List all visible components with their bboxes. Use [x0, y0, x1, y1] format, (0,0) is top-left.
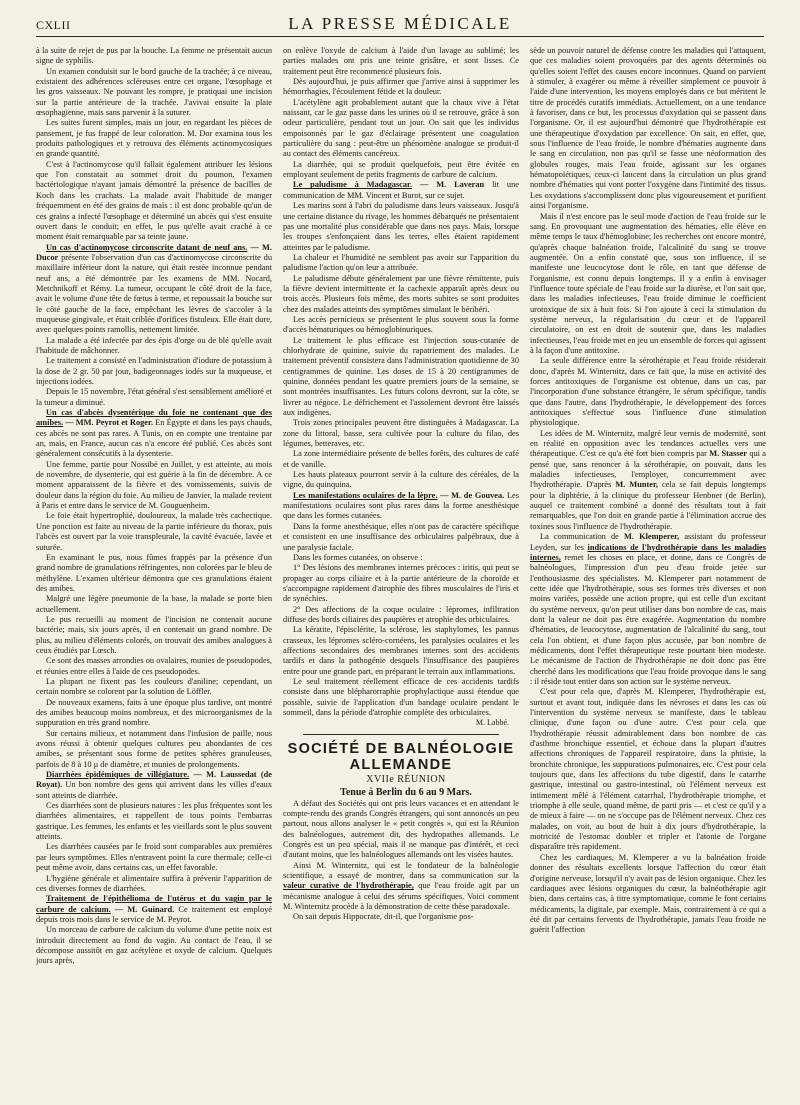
section-paragraph: [36, 243, 272, 336]
journal-title: LA PRESSE MÉDICALE: [288, 14, 512, 33]
text-run: cela se fait depuis longtemps pour la diphtérie, à la clinique du professeur Henbner (de Berlin), auquel ce traitement combiné a donné des résultats tout à fait remarquables, que l'on doit en grande partie à l'élimination accrue des toxines sous l'influence de l'hydrothérapie.: [530, 480, 766, 531]
paragraph: [530, 532, 766, 687]
paragraph: En examinant le pus, nous fûmes frappés par la présence d'un grand nombre de granulations réfringentes, non colorées par le bleu de méthylène. L'examen ultérieur démontra que ces granulations étaient des amibes.: [36, 552, 272, 593]
paragraph: On sait depuis Hippocrate, dit-il, que l'organisme pos-: [293, 912, 474, 922]
column-2: [283, 46, 519, 1096]
paragraph: [283, 861, 519, 913]
section-paragraph: [36, 894, 272, 925]
text-run: Les idées de M. Winternitz, malgré leur vernis de modernité, sont en réalité en opposition avec les tendances actuelles vers une thérapeutique. C'est ce qu'a été fort bien compris par: [530, 428, 766, 459]
text-run: assistant du professeur Leyden, sur les: [530, 532, 766, 552]
paragraph: A défaut des Sociétés qui ont pris leurs vacances et en attendant le compte-rendu des grands Congrès étrangers, qui sont annoncés un peu partout, nous allons analyser le « petit congrès », qui est la Réunion des balnéologues, autrement dit, des hydropathes allemands. Le Congrès est un peu spécial, mais il ne manque pas d'intérêt, et ceci d'autant moins, que les balnéologues allemands ont les visées hautes.: [283, 798, 519, 860]
paragraph: Les marins sont à l'abri du paludisme dans leurs vaisseaux. Jusqu'à une certaine distance du rivage, les hommes débarqués ne présentaient pas une mortalité plus considérable que dans nos pays. Mais, lorsque les troupes s'enfonçaient dans les terres, elles étaient rapidement atteintes par le paludisme.: [283, 201, 519, 252]
section-text: En Égypte et dans les pays chauds, ces abcès ne sont pas rares. A Tunis, on en compte une trentaine par an, mais, en France, aucun cas n'a encore été publié. Ces abcès sont généralement consécutifs à la dysenterie.: [36, 418, 272, 459]
text-run: que l'eau froide agit par un mécanisme analogue à celui des sérums spécifiques. Voici comment M. Winternitz procède à la démonstration de cette thèse paradoxale.: [283, 881, 519, 912]
paragraph: Mais il n'est encore pas le seul mode d'action de l'eau froide sur le sang. En provoquant une augmentation des hématies, elle élève en même temps le taux d'hémoglobine; les recherches ont encore montré, qu'après chaque balnéation froide, l'alcalinité du sang se trouve augmentée. On a enfin constaté que, sous son influence, il se manifeste une leucocytose dont le rôle, en tant que défense de l'organisme, est connu depuis longtemps. Il y a enfin à envisager l'influence toute spéciale de l'eau froide sur la diurèse, et l'on sait que, dans les maladies infectieuses, l'eau froide diminue le coefficient urotoxique de six à huit fois. Si l'on ajoute à ceci la stimulation du système nerveux, la régularisation du cœur et de l'appareil circulatoire, on est en droit de soutenir que, dans les maladies infectieuses, l'eau froide met en jeu un ensemble de forces qui agissent à la façon d'une antitoxine.: [530, 211, 766, 355]
paragraph: à la suite de rejet de pus par la bouche. La femme ne présentait aucun signe de syphilis.: [36, 46, 272, 66]
author: — M. Guinard.: [114, 904, 175, 914]
paragraph: sède un pouvoir naturel de défense contre les maladies qui l'attaquent, que ces maladies soient provoquées par des agents déterminés ou qu'elles soient l'effet des causes encore inconnues. Quand on parvient à stimuler, à exagérer ou même à réveiller simplement ce pouvoir à l'aide d'une intervention, les moyens employés dans ce but méritent le titre de procédés curatifs immédiats. Actuellement, on a une tendance à favoriser, dans ce but, les processus d'oxydation qui se passent dans l'organisme. Or, il est aujourd'hui démontré que l'hydrothérapie est une thérapeutique d'oxydation par excellence. On sait, en effet, que, sous l'influence de l'eau froide, le nombre d'hématies augmente dans le sang en circulation, non pas qu'il se fasse une néoformation des globules rouges, mais l'eau froide, agissant sur les organes hématopoïétiques, ceux-ci lancent dans la circulation un plus grand nombre d'hématies qui vont porter l'oxygène dans l'intimité des tissus. Les oxydations s'accomplissent donc plus vigoureusement et purifient ainsi l'organisme.: [530, 46, 766, 211]
text-run: qui a pensé que, sans renoncer à la sérothérapie, on pouvait, dans les maladies infectieuses, l'employer, concurremment avec l'hydrothérapie. D'après: [530, 449, 766, 490]
section-paragraph: [36, 408, 272, 460]
paragraph: Malgré une légère pneumonie de la base, la malade se porte bien actuellement.: [36, 594, 272, 614]
paragraph: Trois zones principales peuvent être distinguées à Madagascar. La zone du littoral, basse, sera cultivée pour la culture du filao, des légumes, betteraves, etc.: [283, 418, 519, 449]
section-text: Les manifestations oculaires sont plus rares dans la forme anesthésique que dans les formes cutanées.: [283, 490, 519, 521]
topic-emphasis: indications de l'hydrothérapie dans les maladies internes,: [530, 542, 766, 562]
paragraph: L'hygiène générale et alimentaire suffira à prévenir l'apparition de ces diverses formes de diarrhées.: [36, 873, 272, 893]
paragraph: Ces diarrhées sont de plusieurs natures : les plus fréquentes sont les diarrhées alimentaires, et rappellent de tous points l'embarras gastrique. Les femmes, les enfants et les vieillards sont le plus souvent atteints.: [36, 801, 272, 842]
paragraph: Un morceau de carbure de calcium du volume d'une petite noix est introduit directement au fond du vagin. Au contact de l'eau, il se décompose aussitôt en gaz acétylène et oxyde de calcium. Quelques jours après,: [36, 925, 272, 966]
page-number: CXLII: [36, 18, 71, 32]
paragraph: L'acétylène agit probablement autant que la chaux vive à l'état naissant, car le gaz passe dans les urines où il se retrouve, grâce à son odeur particulière, pendant tout un jour. On sait que les individus empoisonnés par le gaz d'éclairage présentent une coagulation particulière du sang : peut-être un phénomène analogue se produit-il au contact des éléments cancéreux.: [283, 97, 519, 159]
paragraph: Les accès pernicieux se présentent le plus souvent sous la forme d'accès hématuriques ou hémoglobinuriques.: [283, 314, 519, 335]
paragraph: on enlève l'oxyde de calcium à l'aide d'un lavage au sublimé; les parties malades ont pris une teinte grisâtre, et sont lisses. Ce traitement peut être recommencé plusieurs fois.: [283, 46, 519, 76]
text-run: La communication de: [540, 532, 619, 542]
column-3: [530, 46, 766, 1096]
paragraph: C'est pour cela que, d'après M. Klemperer, l'hydrothérapie est, surtout et avant tout, indiquée dans les névroses et dans les cas où l'intervention du système nerveux se manifeste, dans le tableau clinique, d'une façon ou d'une autre. C'est pour cela que l'hydrothérapie réussit admirablement dans bon nombre de cas d'asthme bronchique essentiel, et échoue dans la plupart d'autres affections chroniques de l'appareil respiratoire, dans la phtisie, la bronchite chronique, les suppurations pulmonaires, etc. C'est pour cela toujours que, dans les affections du tube digestif, dans le catarrhe gastrique, intestinal ou gastro-intestinal, où l'élément nerveux est intimement mêlé à l'élément catarrhal, l'hydrothérapie triomphe, et triomphe à elle seule, quand même, de parti pris — et c'est ce qu'il y a de mieux à faire — on ne s'occupe pas de l'élément nerveux. Chez ces malades, on voit, au bout de huit à dix jours d'hydrothérapie, la motricité de l'estomac doubler et tripler et l'atonie de l'organe disparaître très rapidement.: [530, 687, 766, 852]
section-paragraph: [283, 491, 519, 522]
paragraph: 2° Des affections de la coque oculaire : lépromes, infiltration diffuse des bords ciliaires des paupières et atrophie des orbiculaires.: [283, 604, 519, 624]
paragraph: Les hauts plateaux pourront servir à la culture des céréales, de la vigne, du quinquina.: [283, 470, 519, 490]
paragraph: Les suites furent simples, mais un jour, en regardant les pièces de pansement, je fus frappé de leur coloration. M. Dor examina tous les produits pathologiques et y retrouva des éléments actinomycosiques en grande quantité.: [36, 118, 272, 159]
section-text: lit une communication de MM. Vincent et Burot, sur ce sujet.: [283, 180, 519, 200]
text-run: remet les choses en place, et donne, dans ce Congrès de balnéologues, l'impression d'un peu d'eau froide jetée sur l'enthousiasme des spécialistes. M. Klemperer part notamment de cette idée que l'hydrothérapie, sous ses formes très diverses et non moins variées, possède une action propre, qui est celle d'un excitant du système nerveux, qu'on peut utiliser dans bon nombre de cas, mais dont la valeur ne doit pas être exagérée. Augmentation du nombre d'hématies, de leucocytose, augmentation de l'alcalinité du sang, tout cela l'on obtient, et d'une façon plus accusée, par bon nombre de médicaments, dont l'effet thérapeutique reste pourtant bien modeste. Le mécanisme de l'action de l'hydrothérapie ne doit donc pas être cherché dans les modifications que l'eau froide provoque dans le sang : il réside tout entier dans son action sur le système nerveux.: [530, 552, 766, 686]
section-heading: Diarrhées épidémiques de villégiature.: [46, 770, 190, 780]
paragraph: La zone intermédiaire présente de belles forêts, des cultures de café et de vanille.: [283, 449, 519, 469]
text-run: Ainsi M. Winternitz, qui est le fondateur de la balnéologie scientifique, a essayé de montrer, dans sa communication sur la: [283, 860, 519, 881]
section-divider: [303, 734, 499, 735]
paragraph: La kératite, l'épisclérite, la sclérose, les staphylomes, les pannus crasseux, les lépromes scléro-cornéens, les paralysies oculaires et les affections secondaires des membranes internes sont des accidents tardifs et dans la pathogénie desquels l'insuffisance des paupières entre pour une grande part, en préparant le terrain aux inflammations.: [283, 625, 519, 676]
paragraph: C'est à l'actinomycose qu'il fallait également attribuer les lésions que l'on constatait au sommet droit du poumon, l'examen bactériologique n'ayant jamais démontré la présence de bacilles de Koch dans les crachats. La malade avait l'habitude de manger fréquemment en été des grains de maïs : il est donc probable qu'un de ces grains a infecté l'œsophage et déterminé un abcès qui s'est ensuite ouvert dans le conduit; en effet, le pus qu'elle avait craché à ce moment était remarquable par sa teinte jaune.: [36, 159, 272, 242]
paragraph: Sur certains milieux, et notamment dans l'infusion de paille, nous avons réussi à obtenir quelques cultures peu abondantes de ces amibes, se présentant sous forme de petites sphères granuleuses, parfois de 8 à 10 μ de diamètre, et munies de prolongements.: [36, 728, 272, 769]
section-heading: Un cas d'abcès dysentérique du foie ne contenant que des amibes.: [36, 408, 272, 428]
section-heading: Les manifestations oculaires de la lèpre.: [293, 490, 438, 500]
paragraph: Chez les cardiaques, M. Klemperer a vu la balnéation froide donner des résultats excellents lorsque l'affection du cœur était d'origine nerveuse, lorsqu'il n'y avait pas de lésion organique. Chez les cardiaques avec lésions organiques du cœur, la balnéothérapie agit bien, dans certains cas, à titre symptomatique, comme le font certains médicaments, la digitale, par exemple. Mais, contrairement à ce qui a été dit par certains fervents de l'hydrothérapie, jamais l'eau froide ne guérit l'affection: [530, 852, 766, 935]
paragraph: La seule différence entre la sérothérapie et l'eau froide résiderait donc, d'après M. Winternitz, dans ce fait que, la mise en activité des forces antitoxiques de l'organisme est obtenue, dans un cas, par l'incorporation d'une substance étrangère, le sérum spécifique, tandis que dans l'autre, dans l'hydrothérapie, le développement des forces antitoxiques s'effectue sous l'influence d'une stimulation physiologique.: [530, 356, 766, 428]
section-paragraph: [283, 180, 519, 201]
paragraph: La chaleur et l'humidité ne semblent pas avoir sur l'apparition du paludisme l'action qu'on leur a attribuée.: [283, 252, 519, 273]
society-title: SOCIÉTÉ DE BALNÉOLOGIE ALLEMANDE: [287, 740, 515, 773]
paragraph: Dans la forme anesthésique, elles n'ont pas de caractère spécifique et consistent en une insuffisance des orbiculaires palpébraux, due à une paralysie faciale.: [283, 521, 519, 552]
section-heading: Un cas d'actinomycose circonscrite datant de neuf ans.: [46, 242, 248, 252]
section-text: présente l'observation d'un cas d'actinomycose circonscrite du maxillaire inférieur dont la nature, qui était restée inconnue pendant neuf ans, a été démontrée par les examens de MM. Nocard, Metchnikoff et Rémy. La tumeur, occupant le côté droit de la face, avait le volume d'une tête de fœtus à terme, et repoussait la bouche sur le côté gauche de la face, empêchant les lèvres de s'accoler à la muqueuse gingivale, et était criblée d'orifices fistuleux. Elle était dure, avec quelques points ramollis, nettement limitée.: [36, 252, 272, 335]
paragraph: Le traitement le plus efficace est l'injection sous-cutanée de chlorhydrate de quinine, suivie du rapatriement des malades. Le traitement préventif consistera dans l'administration quotidienne de 30 centigrammes de quinine. Les doses de 15 à 20 centigrammes de quinine, données pendant les quatre premiers jours de la semaine, se sont montrées insuffisantes. Les futurs colons devront, sur la côte, se livrer au négoce. Le défrichement et l'assolement devront être laissés aux indigènes.: [283, 335, 519, 418]
text-columns: [36, 46, 766, 1096]
column-1: [36, 46, 272, 1096]
section-text: Ce traitement est employé depuis trois mois dans le service de M. Peyrot.: [36, 904, 272, 924]
paragraph: Dans les formes cutanées, on observe :: [293, 552, 423, 562]
author: — M. Laussedat (de Royat).: [36, 770, 272, 790]
paragraph: La plupart ne fixent pas les couleurs d'aniline; cependant, un certain nombre se colorent par la solution de Löffler.: [36, 676, 272, 697]
paragraph: Ce sont des masses arrondies ou ovalaires, munies de pseudopodes, et réunies entre elles à l'aide de ces pseudopodes.: [36, 656, 272, 676]
topic-emphasis: valeur curative de l'hydrothérapie,: [283, 881, 414, 891]
paragraph: Les diarrhées causées par le froid sont comparables aux premières par leurs symptômes. Elles n'entravent point la cure thermale; celle-ci peut même avoir, dans certains cas, un effet favorable.: [36, 842, 272, 873]
section-heading: Traitement de l'épithélioma de l'utérus et du vagin par le carbure de calcium.: [36, 894, 272, 914]
paragraph: Le pus recueilli au moment de l'incision ne contenait aucune bactérie; mais, six jours après, il en contenait un grand nombre. De plus, au milieu d'éléments colorés, on trouvait des amibes analogues à ceux étudiés par Lœsch.: [36, 614, 272, 655]
section-paragraph: [36, 770, 272, 801]
paragraph: 1° Des lésions des membranes internes précoces : iritis, qui peut se propager au corps ciliaire et à la partie antérieure de la choroïde et s'accompagne rapidement d'atrophie des fibres musculaires de l'iris et de synéchies.: [283, 563, 519, 604]
author: — M. de Gouvea.: [440, 490, 505, 500]
paragraph: Une femme, partie pour Nossibé en Juillet, y est atteinte, au mois de novembre, de dysenterie, qui est guérie à la fin de décembre. A ce moment apparaissent de la fièvre et des vomissements, suivis de douleur dans la région du foie. Au milieu de Janvier, la malade revient à Paris et entre dans le service de M. Gouguenheim.: [36, 459, 272, 511]
author: M. Munter,: [615, 480, 658, 490]
author: — M. Laveran: [419, 180, 485, 190]
paragraph: La diarrhée, qui se produit quelquefois, peut être évitée en employant seulement de petits fragments de carbure de calcium.: [283, 159, 519, 180]
paragraph: La malade a été infectée par des épis d'orge ou de blé qu'elle avait l'habitude de mâchonner.: [36, 335, 272, 355]
section-text: Un bon nombre des gens qui arrivent dans les villes d'eaux sont atteints de diarrhée.: [36, 780, 272, 800]
paragraph: Dès aujourd'hui, je puis affirmer que j'arrive ainsi à supprimer les hémorrhagies, l'écoulement fétide et la douleur.: [283, 77, 519, 97]
session-dates: Tenue à Berlin du 6 au 9 Mars.: [340, 786, 472, 798]
author: M. Stasser: [709, 449, 747, 459]
paragraph: Le traitement a consisté en l'administration d'iodure de potassium à la dose de 2 gr. 50 par jour, badigeonnages iodés sur la muqueuse, et injections iodées.: [36, 356, 272, 386]
signature: M. Labbé.: [475, 718, 509, 728]
author: M. Klemperer,: [624, 532, 680, 542]
author: — M. Ducor: [36, 242, 272, 262]
author: — MM. Peyrot et Roger.: [65, 418, 154, 428]
paragraph: De nouveaux examens, faits à une époque plus tardive, ont montré des amibes beaucoup moins nombreux, et des microorganismes de la suppuration en très grand nombre.: [36, 697, 272, 728]
session-number: XVIIe RÉUNION: [366, 773, 446, 785]
paragraph: Le paludisme débute généralement par une fièvre rémittente, puis la fièvre devient intermittente et la cachexie apparaît après deux ou trois accès. Plusieurs fois même, des morts subites se sont produites chez des malades atteints des symptômes simulant le béribéri.: [283, 273, 519, 314]
section-heading: Le paludisme à Madagascar.: [293, 180, 413, 190]
paragraph: Le seul traitement réellement efficace de ces accidents tardifs consiste dans une blépharorraphie prophylactique aussi étendue que possible, suivie de l'application d'un bandage oculaire pendant le sommeil, dans la période d'atrophie complète des orbiculaires.: [283, 676, 519, 717]
page-header: [36, 10, 764, 37]
paragraph: [530, 429, 766, 532]
paragraph: Le foie était hypertrophié, douloureux, la malade très cachectique. Une ponction est faite au niveau de la partie inférieure du thorax, puis l'abcès est ouvert par la voie transpleurale, la cavité évacuée, lavée et suturée.: [36, 511, 272, 552]
paragraph: Un examen conduisit sur le bord gauche de la trachée; à ce niveau, existaient des adhérences scléreuses entre cet organe, l'œsophage et les gros vaisseaux. Ne pouvant les rompre, je pratiquai une incision sur la partie antérieure de la trachée. J'avivai ensuite la plaie œsophagienne, mais sans parvenir à la suturer.: [36, 66, 272, 118]
paragraph: Depuis le 15 novembre, l'état général s'est sensiblement amélioré et la tumeur a diminué.: [36, 387, 272, 407]
